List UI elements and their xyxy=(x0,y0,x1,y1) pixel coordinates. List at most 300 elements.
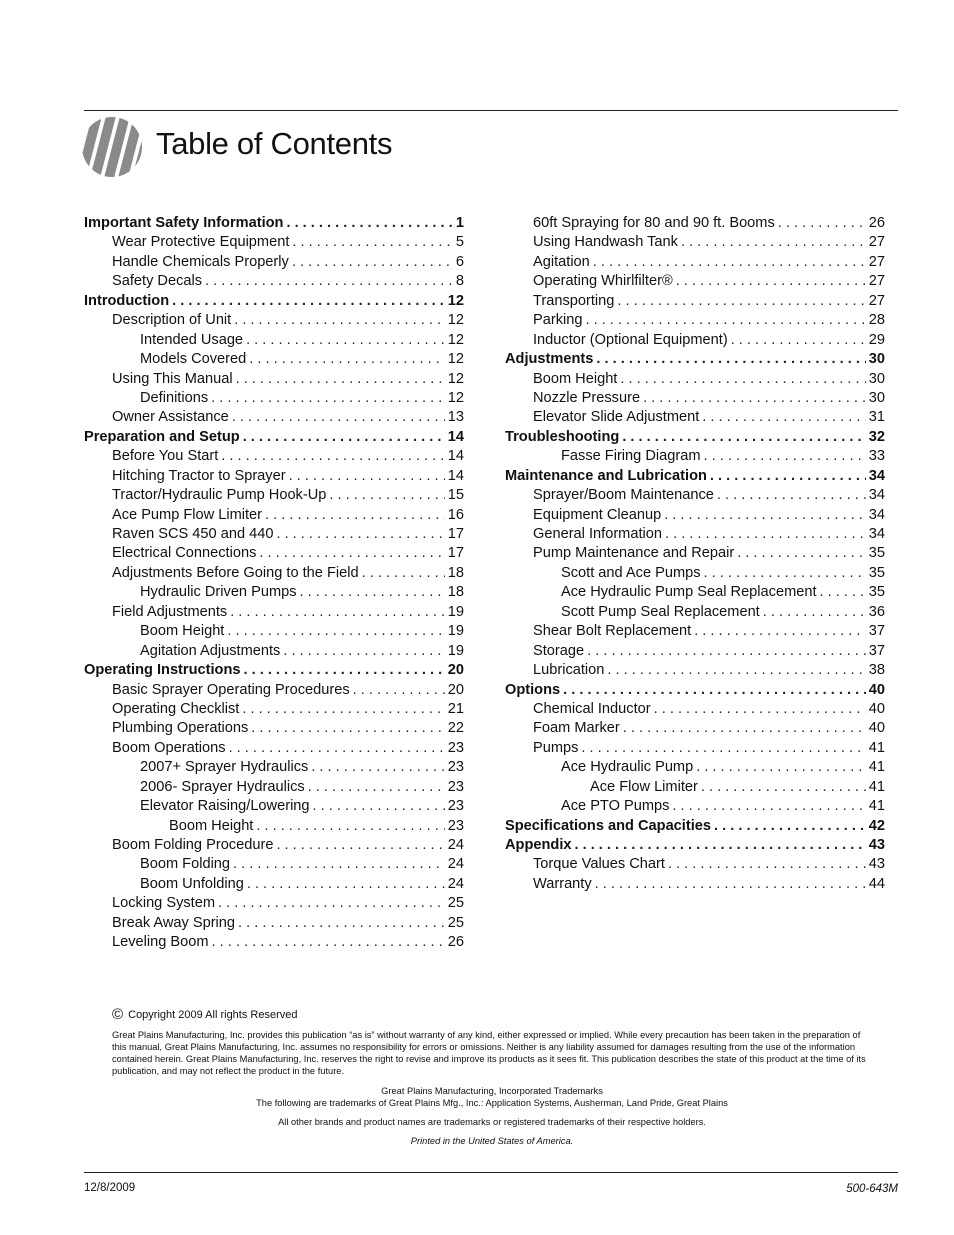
top-rule xyxy=(84,110,898,111)
toc-entry[interactable] xyxy=(505,565,885,584)
toc-page-number: 41 xyxy=(868,739,885,756)
toc-entry-title: Elevator Slide Adjustment xyxy=(533,409,700,426)
toc-entry[interactable] xyxy=(84,371,464,390)
toc-entry-title: Boom Operations xyxy=(112,739,226,756)
toc-dot-leader xyxy=(654,701,866,717)
toc-entry-title: Description of Unit xyxy=(112,312,232,329)
toc-dot-leader xyxy=(701,779,866,795)
toc-dot-leader xyxy=(233,856,445,872)
toc-entry-title: Ace Hydraulic Pump xyxy=(561,759,694,776)
toc-dot-leader xyxy=(731,332,866,348)
toc-entry[interactable] xyxy=(505,856,885,875)
toc-entry[interactable] xyxy=(505,429,885,448)
toc-dot-leader xyxy=(574,837,865,853)
toc-dot-leader xyxy=(607,662,865,678)
toc-entry-title: Agitation xyxy=(533,253,590,270)
toc-dot-leader xyxy=(246,332,445,348)
copyright-symbol: © xyxy=(112,1006,124,1023)
toc-page-number: 17 xyxy=(447,545,464,562)
toc-page-number: 40 xyxy=(868,681,885,698)
toc-dot-leader xyxy=(704,565,866,581)
toc-page-number: 43 xyxy=(868,837,885,853)
toc-dot-leader xyxy=(205,273,453,289)
toc-dot-leader xyxy=(820,584,866,600)
toc-entry[interactable] xyxy=(84,390,464,409)
toc-page-number: 14 xyxy=(447,467,464,484)
toc-entry[interactable] xyxy=(505,293,885,312)
toc-entry-title: Lubrication xyxy=(533,662,605,679)
toc-page-number: 41 xyxy=(868,759,885,776)
toc-dot-leader xyxy=(259,545,444,561)
toc-page-number: 34 xyxy=(868,506,885,523)
toc-page-number: 14 xyxy=(447,428,464,445)
toc-page-number: 27 xyxy=(868,253,885,270)
toc-page-number: 40 xyxy=(868,720,885,737)
toc-entry-title: Equipment Cleanup xyxy=(533,506,662,523)
toc-page-number: 24 xyxy=(447,837,464,853)
toc-entry-title: Boom Height xyxy=(169,817,254,834)
toc-entry-title: Plumbing Operations xyxy=(112,720,249,737)
toc-entry[interactable] xyxy=(84,312,464,331)
toc-page-number: 12 xyxy=(447,312,464,329)
toc-entry[interactable] xyxy=(84,604,464,623)
toc-dot-leader xyxy=(668,856,866,872)
toc-dot-leader xyxy=(251,720,444,736)
toc-dot-leader xyxy=(313,798,445,814)
toc-entry[interactable] xyxy=(84,701,464,720)
toc-dot-leader xyxy=(704,448,866,464)
printed-in-note: Printed in the United States of America. xyxy=(410,1136,574,1146)
toc-dot-leader xyxy=(242,701,444,717)
toc-entry[interactable] xyxy=(505,759,885,778)
toc-dot-leader xyxy=(676,273,866,289)
toc-page-number: 25 xyxy=(447,895,464,912)
toc-entry[interactable] xyxy=(505,876,885,895)
toc-page-number: 12 xyxy=(447,389,464,406)
toc-entry[interactable] xyxy=(84,254,464,273)
toc-entry[interactable] xyxy=(84,487,464,506)
toc-page-number: 37 xyxy=(868,642,885,659)
toc-page-number: 15 xyxy=(447,487,464,504)
toc-entry[interactable] xyxy=(84,798,464,817)
toc-dot-leader xyxy=(623,720,866,736)
toc-page-number: 27 xyxy=(868,273,885,290)
toc-page-number: 5 xyxy=(455,234,464,251)
toc-page-number: 32 xyxy=(868,428,885,445)
toc-entry-title: Ace Hydraulic Pump Seal Replacement xyxy=(561,584,817,601)
toc-entry-title: Fasse Firing Diagram xyxy=(561,448,701,465)
toc-dot-leader xyxy=(227,623,444,639)
toc-entry[interactable] xyxy=(84,332,464,351)
toc-entry[interactable] xyxy=(505,371,885,390)
toc-entry-title: Boom Folding Procedure xyxy=(112,837,274,853)
toc-page-number: 28 xyxy=(868,312,885,329)
toc-entry[interactable] xyxy=(505,468,885,487)
toc-entry[interactable] xyxy=(84,468,464,487)
toc-page-number: 43 xyxy=(868,856,885,873)
toc-entry-title: Handle Chemicals Properly xyxy=(112,253,289,270)
toc-entry-title: Boom Folding xyxy=(140,856,231,873)
toc-entry[interactable] xyxy=(505,604,885,623)
toc-entry[interactable] xyxy=(84,215,464,234)
toc-dot-leader xyxy=(286,215,452,231)
toc-entry[interactable] xyxy=(505,215,885,234)
toc-entry-title: Before You Start xyxy=(112,448,219,465)
toc-page-number: 18 xyxy=(447,584,464,601)
toc-entry-title: Torque Values Chart xyxy=(533,856,665,873)
toc-entry[interactable] xyxy=(84,643,464,662)
toc-dot-leader xyxy=(737,545,866,561)
toc-dot-leader xyxy=(276,526,444,542)
toc-entry-title: Appendix xyxy=(505,837,572,853)
toc-entry[interactable] xyxy=(505,682,885,701)
toc-entry[interactable] xyxy=(84,720,464,739)
toc-entry[interactable] xyxy=(84,934,464,953)
toc-entry-title: Pumps xyxy=(533,739,579,756)
toc-dot-leader xyxy=(211,390,445,406)
toc-page-number: 34 xyxy=(868,526,885,542)
toc-entry-title: Sprayer/Boom Maintenance xyxy=(533,487,714,504)
toc-entry-title: Leveling Boom xyxy=(112,934,209,951)
toc-entry-title: Ace PTO Pumps xyxy=(561,798,670,815)
toc-page-number: 31 xyxy=(868,409,885,426)
toc-entry-title: Definitions xyxy=(140,389,209,406)
toc-dot-leader xyxy=(617,293,865,309)
toc-entry[interactable] xyxy=(84,740,464,759)
toc-entry[interactable] xyxy=(505,273,885,292)
toc-page-number: 24 xyxy=(447,856,464,873)
toc-entry[interactable] xyxy=(505,332,885,351)
toc-entry[interactable] xyxy=(84,409,464,428)
trademarks-list: The following are trademarks of Great Plains Mfg., Inc.: Application Systems, Ausherman, Land Pride, Great Plains xyxy=(256,1098,728,1108)
toc-entry[interactable] xyxy=(84,273,464,292)
toc-dot-leader xyxy=(702,409,865,425)
toc-page-number: 6 xyxy=(455,253,464,270)
toc-dot-leader xyxy=(665,526,866,542)
toc-page-number: 12 xyxy=(447,292,464,309)
toc-dot-leader xyxy=(308,779,445,795)
toc-entry-title: Warranty xyxy=(533,875,592,892)
toc-entry[interactable] xyxy=(84,662,464,681)
toc-page-number: 40 xyxy=(868,700,885,717)
toc-page-number: 24 xyxy=(447,875,464,892)
toc-page-number: 14 xyxy=(447,448,464,465)
toc-page-number: 23 xyxy=(447,759,464,776)
toc-entry[interactable] xyxy=(505,254,885,273)
toc-page-number: 13 xyxy=(447,409,464,426)
toc-entry-title: Nozzle Pressure xyxy=(533,389,641,406)
toc-dot-leader xyxy=(311,759,444,775)
toc-entry-title: Operating Whirlfilter® xyxy=(533,273,673,290)
disclaimer-text: Great Plains Manufacturing, Inc. provides this publication “as is” without warranty of any kind, either expressed or implied. While every precaution has been taken in the preparation of this manual, Great Plains Manufacturing, Inc. assumes no responsibility for errors or omissions. Neither is any liability assumed for damages resulting from the use of the information contained herein. Great Plains Manufacturing, Inc. reserves the right to revise and improve its products as it sees fit. This publication describes the state of this product at the time of its publication, and may not reflect the product in the future. xyxy=(112,1030,866,1076)
toc-page-number: 23 xyxy=(447,798,464,815)
toc-entry-title: Shear Bolt Replacement xyxy=(533,623,692,640)
toc-page-number: 12 xyxy=(447,370,464,387)
toc-dot-leader xyxy=(596,351,865,367)
toc-entry[interactable] xyxy=(84,837,464,856)
toc-page-number: 35 xyxy=(868,564,885,581)
toc-entry-title: General Information xyxy=(533,526,662,542)
toc-entry[interactable] xyxy=(505,818,885,837)
toc-page-number: 44 xyxy=(868,875,885,892)
toc-dot-leader xyxy=(763,604,866,620)
toc-entry[interactable] xyxy=(84,818,464,837)
toc-dot-leader xyxy=(362,565,445,581)
toc-entry-title: Hitching Tractor to Sprayer xyxy=(112,467,286,484)
toc-dot-leader xyxy=(778,215,866,231)
toc-entry-title: Owner Assistance xyxy=(112,409,229,426)
toc-entry[interactable] xyxy=(84,759,464,778)
toc-dot-leader xyxy=(289,468,445,484)
toc-entry-title: Foam Marker xyxy=(533,720,620,737)
toc-entry-title: Basic Sprayer Operating Procedures xyxy=(112,681,350,698)
toc-entry-title: Intended Usage xyxy=(140,331,244,348)
toc-entry-title: Scott and Ace Pumps xyxy=(561,564,701,581)
toc-dot-leader xyxy=(329,487,444,503)
toc-entry[interactable] xyxy=(505,526,885,545)
toc-dot-leader xyxy=(172,293,445,309)
toc-page-number: 17 xyxy=(447,526,464,542)
toc-entry[interactable] xyxy=(84,895,464,914)
toc-entry[interactable] xyxy=(84,234,464,253)
toc-entry[interactable] xyxy=(84,779,464,798)
copyright-line xyxy=(112,1006,298,1023)
toc-entry[interactable] xyxy=(505,779,885,798)
toc-page-number: 21 xyxy=(447,700,464,717)
toc-entry-title: Boom Unfolding xyxy=(140,875,244,892)
toc-entry[interactable] xyxy=(84,856,464,875)
toc-page-number: 35 xyxy=(868,584,885,601)
toc-page-number: 26 xyxy=(868,215,885,231)
toc-page-number: 35 xyxy=(868,545,885,562)
toc-page-number: 34 xyxy=(868,467,885,484)
toc-page-number: 42 xyxy=(868,817,885,834)
toc-dot-leader xyxy=(694,623,866,639)
toc-entry-title: Ace Flow Limiter xyxy=(590,778,698,795)
toc-entry-title: Agitation Adjustments xyxy=(140,642,281,659)
toc-entry[interactable] xyxy=(505,662,885,681)
toc-dot-leader xyxy=(710,468,866,484)
toc-entry[interactable] xyxy=(84,351,464,370)
toc-entry-title: Preparation and Setup xyxy=(84,428,240,445)
toc-page-number: 12 xyxy=(447,351,464,368)
toc-entry-title: Tractor/Hydraulic Pump Hook-Up xyxy=(112,487,327,504)
toc-dot-leader xyxy=(221,448,444,464)
toc-dot-leader xyxy=(300,584,445,600)
toc-dot-leader xyxy=(585,312,865,328)
toc-entry[interactable] xyxy=(505,545,885,564)
toc-dot-leader xyxy=(672,798,865,814)
toc-page-number: 33 xyxy=(868,448,885,465)
toc-entry[interactable] xyxy=(505,720,885,739)
toc-page-number: 34 xyxy=(868,487,885,504)
toc-entry[interactable] xyxy=(505,409,885,428)
toc-page-number: 30 xyxy=(868,351,885,368)
toc-dot-leader xyxy=(247,876,445,892)
toc-dot-leader xyxy=(664,507,866,523)
toc-entry-title: Operating Instructions xyxy=(84,662,241,679)
toc-entry-title: Chemical Inductor xyxy=(533,700,651,717)
toc-dot-leader xyxy=(593,254,866,270)
toc-entry[interactable] xyxy=(505,837,885,856)
toc-page-number: 8 xyxy=(455,273,464,290)
toc-page-number: 41 xyxy=(868,778,885,795)
toc-dot-leader xyxy=(292,234,453,250)
toc-entry[interactable] xyxy=(505,643,885,662)
toc-dot-leader xyxy=(353,682,445,698)
toc-entry[interactable] xyxy=(505,584,885,603)
toc-entry[interactable] xyxy=(84,565,464,584)
toc-entry[interactable] xyxy=(84,682,464,701)
toc-page-number: 20 xyxy=(447,681,464,698)
toc-entry-title: Storage xyxy=(533,642,585,659)
toc-dot-leader xyxy=(249,351,445,367)
toc-entry-title: Field Adjustments xyxy=(112,603,228,620)
toc-entry-title: Safety Decals xyxy=(112,273,203,290)
toc-entry-title: Pump Maintenance and Repair xyxy=(533,545,735,562)
toc-entry[interactable] xyxy=(505,487,885,506)
toc-dot-leader xyxy=(276,837,444,853)
toc-dot-leader xyxy=(643,390,866,406)
toc-entry-title: Elevator Raising/Lowering xyxy=(140,798,310,815)
toc-dot-leader xyxy=(620,371,865,387)
toc-entry[interactable] xyxy=(505,623,885,642)
toc-page-number: 23 xyxy=(447,817,464,834)
toc-page-number: 36 xyxy=(868,603,885,620)
toc-entry[interactable] xyxy=(84,293,464,312)
toc-entry-title: Inductor (Optional Equipment) xyxy=(533,331,728,348)
page-title: Table of Contents xyxy=(156,126,393,161)
great-plains-stripes-logo-icon xyxy=(80,116,144,178)
toc-entry[interactable] xyxy=(84,915,464,934)
toc-page-number: 30 xyxy=(868,389,885,406)
toc-page-number: 38 xyxy=(868,662,885,679)
toc-page-number: 29 xyxy=(868,331,885,348)
toc-entry-title: 2007+ Sprayer Hydraulics xyxy=(140,759,309,776)
toc-entry-title: Introduction xyxy=(84,292,170,309)
toc-dot-leader xyxy=(563,682,866,698)
toc-dot-leader xyxy=(622,429,865,445)
toc-entry[interactable] xyxy=(505,390,885,409)
toc-entry-title: Troubleshooting xyxy=(505,428,620,445)
toc-entry-title: Boom Height xyxy=(533,370,618,387)
toc-entry-title: Locking System xyxy=(112,895,216,912)
toc-dot-leader xyxy=(595,876,866,892)
copyright-text: Copyright 2009 All rights Reserved xyxy=(128,1009,298,1021)
toc-page-number: 1 xyxy=(455,215,464,231)
toc-page-number: 12 xyxy=(447,331,464,348)
toc-entry[interactable] xyxy=(505,234,885,253)
toc-dot-leader xyxy=(696,759,866,775)
toc-entry-title: Using Handwash Tank xyxy=(533,234,678,251)
toc-entry[interactable] xyxy=(505,312,885,331)
toc-entry[interactable] xyxy=(84,429,464,448)
toc-entry-title: Scott Pump Seal Replacement xyxy=(561,603,760,620)
toc-entry-title: Break Away Spring xyxy=(112,914,236,931)
toc-dot-leader xyxy=(587,643,866,659)
toc-entry-title: Raven SCS 450 and 440 xyxy=(112,526,274,542)
toc-entry[interactable] xyxy=(84,623,464,642)
toc-entry[interactable] xyxy=(84,526,464,545)
toc-page-number: 25 xyxy=(447,914,464,931)
toc-dot-leader xyxy=(234,312,445,328)
toc-entry[interactable] xyxy=(505,740,885,759)
toc-dot-leader xyxy=(265,507,445,523)
toc-page-number: 27 xyxy=(868,292,885,309)
toc-page-number: 23 xyxy=(447,778,464,795)
toc-entry[interactable] xyxy=(84,507,464,526)
toc-entry-title: Adjustments Before Going to the Field xyxy=(112,564,359,581)
other-brands-note: All other brands and product names are trademarks or registered trademarks of their respective holders. xyxy=(278,1117,706,1127)
toc-page-number: 41 xyxy=(868,798,885,815)
toc-dot-leader xyxy=(283,643,444,659)
toc-dot-leader xyxy=(717,487,866,503)
toc-page-number: 22 xyxy=(447,720,464,737)
toc-dot-leader xyxy=(581,740,865,756)
toc-entry[interactable] xyxy=(505,507,885,526)
toc-entry-title: Parking xyxy=(533,312,583,329)
toc-page-number: 26 xyxy=(447,934,464,951)
toc-entry-title: Important Safety Information xyxy=(84,215,284,231)
toc-left-column xyxy=(84,215,464,954)
toc-entry[interactable] xyxy=(84,545,464,564)
toc-entry-title: 2006- Sprayer Hydraulics xyxy=(140,778,305,795)
toc-page-number: 37 xyxy=(868,623,885,640)
toc-page-number: 16 xyxy=(447,506,464,523)
toc-entry-title: Maintenance and Lubrication xyxy=(505,467,707,484)
toc-entry-title: Transporting xyxy=(533,292,615,309)
toc-entry-title: Wear Protective Equipment xyxy=(112,234,290,251)
toc-entry-title: Boom Height xyxy=(140,623,225,640)
toc-entry-title: Operating Checklist xyxy=(112,700,240,717)
toc-entry-title: Ace Pump Flow Limiter xyxy=(112,506,263,523)
toc-dot-leader xyxy=(230,604,445,620)
toc-entry[interactable] xyxy=(84,448,464,467)
toc-entry[interactable] xyxy=(505,798,885,817)
toc-entry[interactable] xyxy=(505,448,885,467)
bottom-rule xyxy=(84,1172,898,1173)
toc-dot-leader xyxy=(238,915,445,931)
toc-entry-title: Specifications and Capacities xyxy=(505,817,712,834)
toc-dot-leader xyxy=(244,662,445,678)
document-number: 500-643M xyxy=(846,1183,898,1195)
toc-entry[interactable] xyxy=(84,876,464,895)
toc-entry-title: Adjustments xyxy=(505,351,594,368)
toc-dot-leader xyxy=(229,740,445,756)
toc-page-number: 23 xyxy=(447,739,464,756)
toc-page-number: 27 xyxy=(868,234,885,251)
toc-entry[interactable] xyxy=(505,351,885,370)
toc-entry-title: Models Covered xyxy=(140,351,247,368)
trademarks-heading: Great Plains Manufacturing, Incorporated Trademarks xyxy=(381,1086,603,1096)
toc-dot-leader xyxy=(681,234,866,250)
toc-page-number: 18 xyxy=(447,564,464,581)
toc-page-number: 19 xyxy=(447,642,464,659)
toc-entry[interactable] xyxy=(505,701,885,720)
toc-dot-leader xyxy=(212,934,445,950)
toc-page-number: 19 xyxy=(447,603,464,620)
toc-dot-leader xyxy=(232,409,445,425)
toc-page-number: 20 xyxy=(447,662,464,679)
toc-dot-leader xyxy=(218,895,445,911)
toc-dot-leader xyxy=(292,254,453,270)
toc-dot-leader xyxy=(256,818,444,834)
toc-right-column xyxy=(505,215,885,895)
toc-dot-leader xyxy=(714,818,866,834)
toc-entry[interactable] xyxy=(84,584,464,603)
toc-dot-leader xyxy=(243,429,445,445)
toc-entry-title: Electrical Connections xyxy=(112,545,257,562)
